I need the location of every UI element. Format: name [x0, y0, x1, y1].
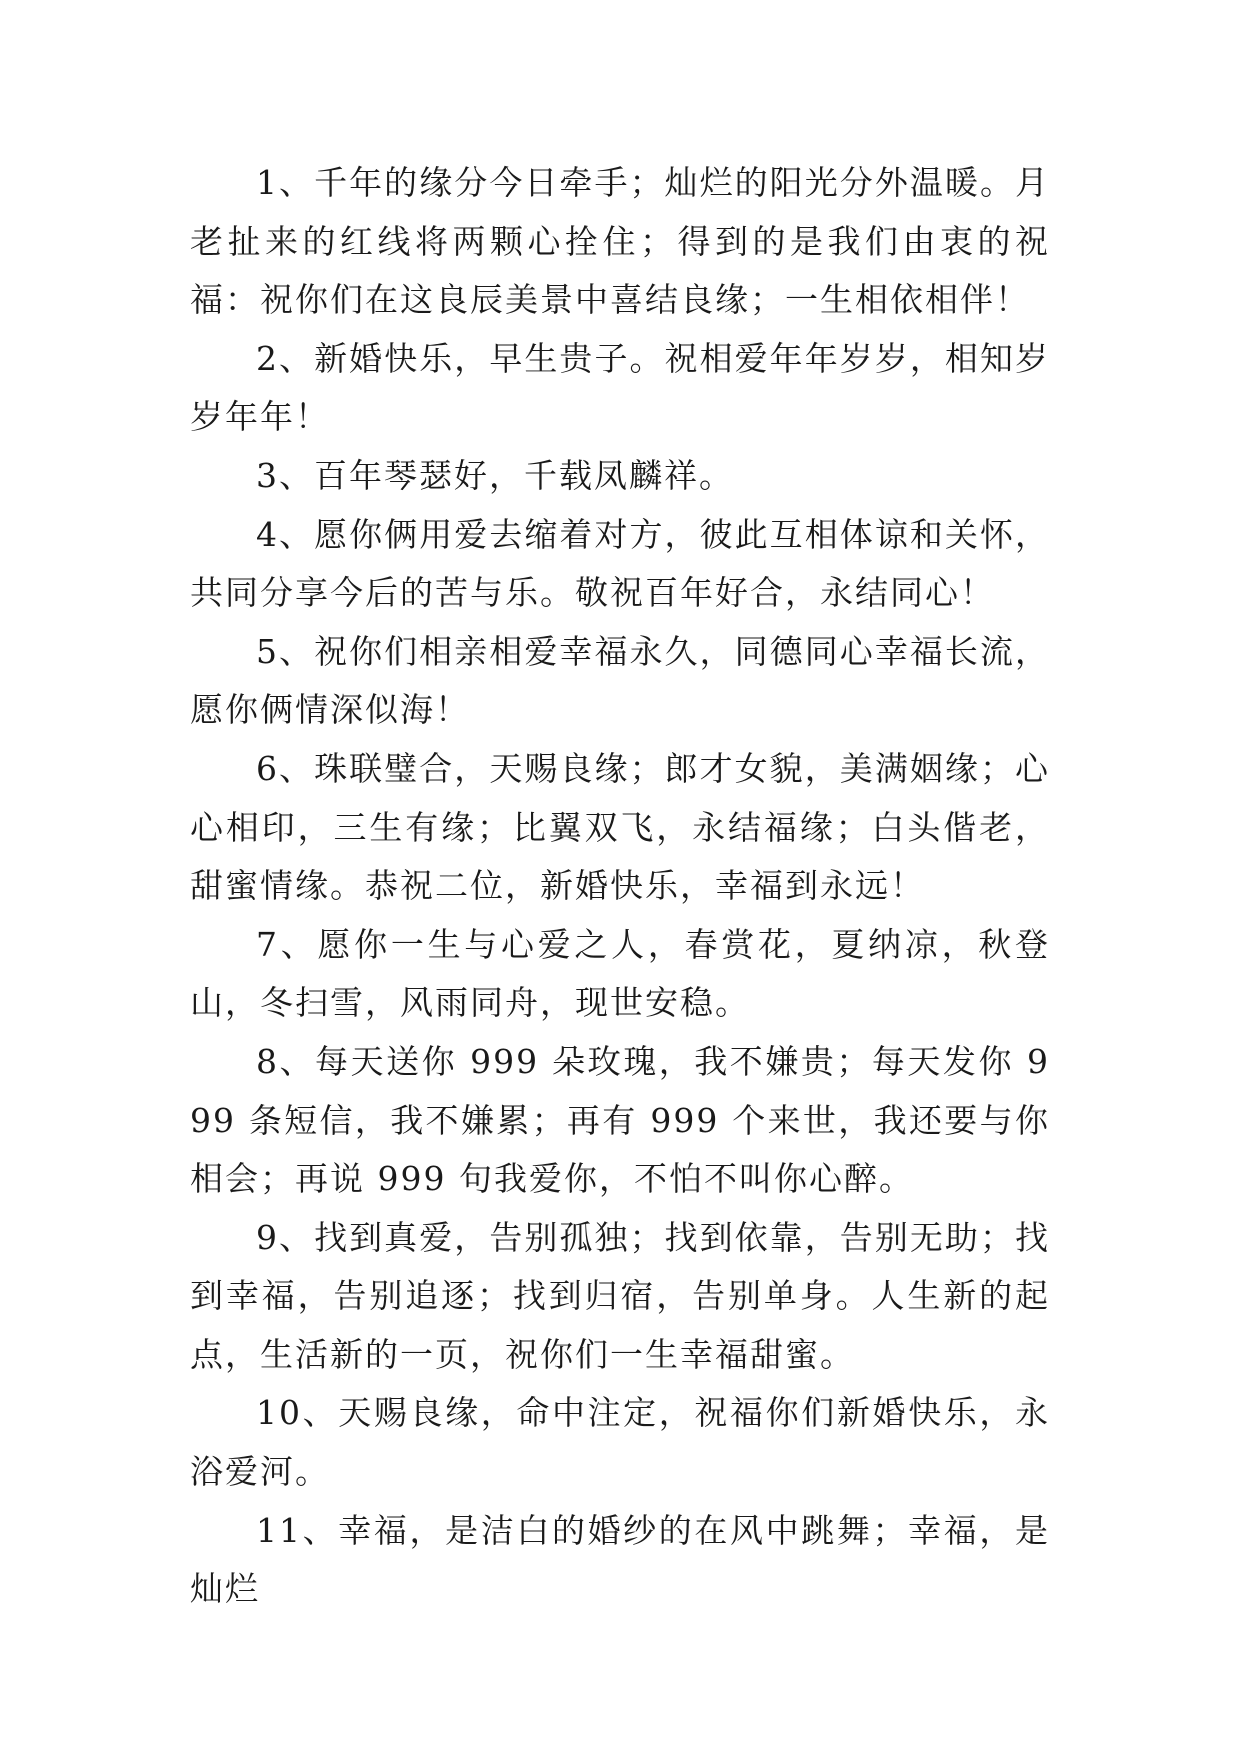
paragraph-2: 2、新婚快乐，早生贵子。祝相爱年年岁岁，相知岁岁年年！ — [190, 338, 1050, 437]
paragraph-8: 8、每天送你 999 朵玫瑰，我不嫌贵；每天发你 999 条短信，我不嫌累；再有 999 个来世，我还要与你相会；再说 999 句我爱你，不怕不叫你心醉。 — [190, 1041, 1050, 1199]
paragraph-10: 10、天赐良缘，命中注定，祝福你们新婚快乐，永浴爱河。 — [190, 1393, 1050, 1492]
paragraph-4: 4、愿你俩用爱去缩着对方，彼此互相体谅和关怀，共同分享今后的苦与乐。敬祝百年好合，永结同心！ — [190, 514, 1050, 613]
paragraph-9: 9、找到真爱，告别孤独；找到依靠，告别无助；找到幸福，告别追逐；找到归宿，告别单身。人生新的起点，生活新的一页，祝你们一生幸福甜蜜。 — [190, 1217, 1050, 1374]
paragraph-6: 6、珠联璧合，天赐良缘；郎才女貌，美满姻缘；心心相印，三生有缘；比翼双飞，永结福缘；白头偕老，甜蜜情缘。恭祝二位，新婚快乐，幸福到永远！ — [190, 748, 1050, 906]
paragraph-3: 3、百年琴瑟好，千载凤麟祥。 — [256, 455, 734, 495]
paragraph-11: 11、幸福，是洁白的婚纱的在风中跳舞；幸福，是灿烂 — [190, 1510, 1050, 1609]
document-body — [190, 154, 1050, 1619]
paragraph-5: 5、祝你们相亲相爱幸福永久，同德同心幸福长流，愿你俩情深似海！ — [190, 631, 1050, 730]
paragraph-7: 7、愿你一生与心爱之人，春赏花，夏纳凉，秋登山，冬扫雪，风雨同舟，现世安稳。 — [190, 924, 1050, 1023]
paragraph-1: 1、千年的缘分今日牵手；灿烂的阳光分外温暖。月老扯来的红线将两颗心拴住；得到的是我们由衷的祝福：祝你们在这良辰美景中喜结良缘；一生相依相伴！ — [190, 163, 1050, 320]
